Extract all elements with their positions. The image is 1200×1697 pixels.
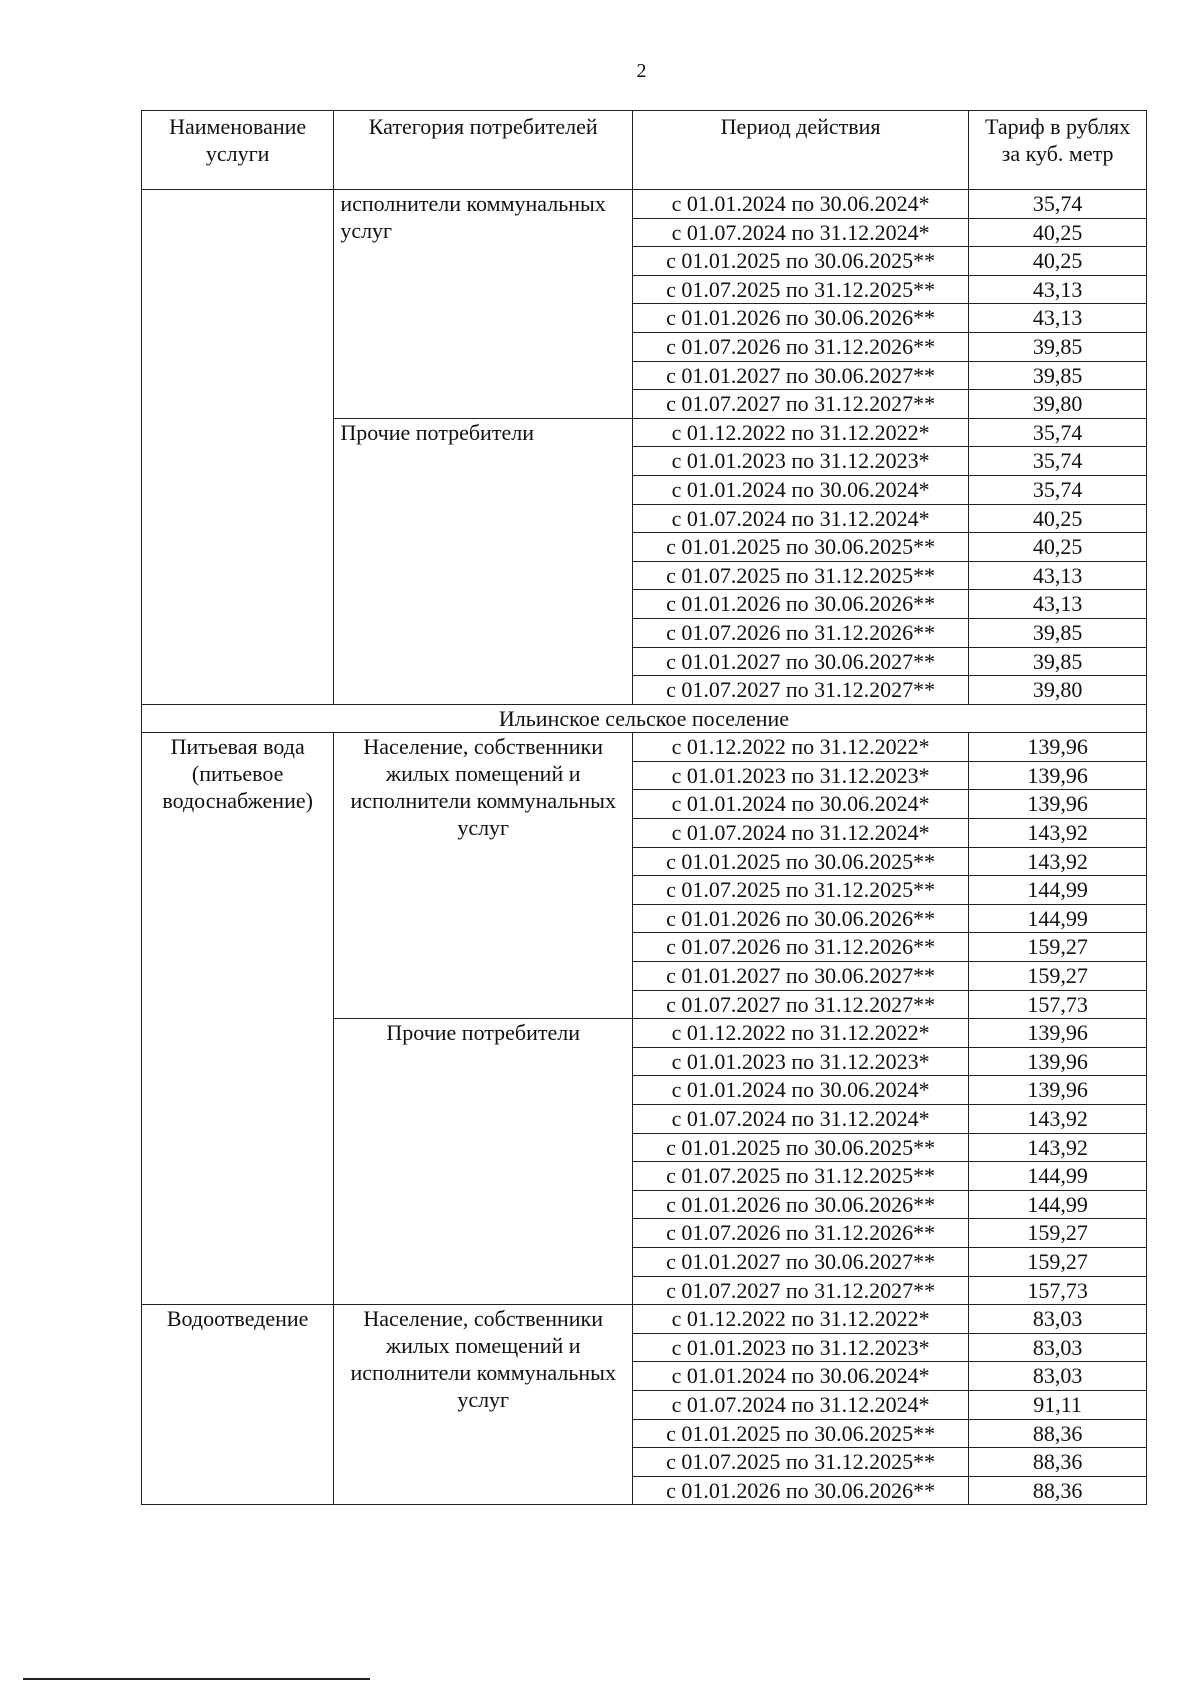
tariff-cell: 144,99 bbox=[969, 876, 1147, 905]
period-cell: с 01.12.2022 по 31.12.2022* bbox=[633, 1305, 969, 1334]
tariff-cell: 39,85 bbox=[969, 332, 1147, 361]
tariff-cell: 39,85 bbox=[969, 361, 1147, 390]
period-cell: с 01.01.2025 по 30.06.2025** bbox=[633, 247, 969, 276]
period-cell: с 01.07.2026 по 31.12.2026** bbox=[633, 332, 969, 361]
tariff-cell: 39,85 bbox=[969, 618, 1147, 647]
period-cell: с 01.07.2024 по 31.12.2024* bbox=[633, 504, 969, 533]
section-row bbox=[142, 704, 1147, 733]
tariff-cell: 88,36 bbox=[969, 1419, 1147, 1448]
tariff-cell: 144,99 bbox=[969, 1190, 1147, 1219]
tariff-cell: 91,11 bbox=[969, 1390, 1147, 1419]
table-row bbox=[142, 1305, 1147, 1334]
period-cell: с 01.01.2026 по 30.06.2026** bbox=[633, 304, 969, 333]
tariff-cell: 144,99 bbox=[969, 1162, 1147, 1191]
period-cell: с 01.01.2027 по 30.06.2027** bbox=[633, 361, 969, 390]
period-cell: с 01.01.2025 по 30.06.2025** bbox=[633, 1133, 969, 1162]
period-cell: с 01.01.2023 по 31.12.2023* bbox=[633, 1047, 969, 1076]
period-cell: с 01.07.2026 по 31.12.2026** bbox=[633, 933, 969, 962]
consumer-category-cell: исполнители коммунальных услуг bbox=[334, 190, 633, 419]
tariff-cell: 40,25 bbox=[969, 504, 1147, 533]
tariff-cell: 43,13 bbox=[969, 275, 1147, 304]
tariff-cell: 83,03 bbox=[969, 1333, 1147, 1362]
tariff-cell: 40,25 bbox=[969, 218, 1147, 247]
period-cell: с 01.07.2025 по 31.12.2025** bbox=[633, 1448, 969, 1477]
period-cell: с 01.07.2024 по 31.12.2024* bbox=[633, 1105, 969, 1134]
tariff-cell: 157,73 bbox=[969, 990, 1147, 1019]
header-period: Период действия bbox=[633, 111, 969, 190]
tariff-cell: 143,92 bbox=[969, 847, 1147, 876]
tariff-cell: 139,96 bbox=[969, 1019, 1147, 1048]
tariff-cell: 139,96 bbox=[969, 1047, 1147, 1076]
period-cell: с 01.07.2025 по 31.12.2025** bbox=[633, 561, 969, 590]
tariff-cell: 143,92 bbox=[969, 1133, 1147, 1162]
tariff-cell: 35,74 bbox=[969, 475, 1147, 504]
tariff-cell: 39,80 bbox=[969, 390, 1147, 419]
period-cell: с 01.01.2024 по 30.06.2024* bbox=[633, 790, 969, 819]
period-cell: с 01.01.2023 по 31.12.2023* bbox=[633, 761, 969, 790]
consumer-category-cell: Население, собственники жилых помещений и исполнители коммунальных услуг bbox=[334, 733, 633, 1019]
period-cell: с 01.07.2026 по 31.12.2026** bbox=[633, 618, 969, 647]
tariff-cell: 159,27 bbox=[969, 962, 1147, 991]
table-header-row bbox=[142, 111, 1147, 190]
period-cell: с 01.01.2027 по 30.06.2027** bbox=[633, 1247, 969, 1276]
tariff-cell: 83,03 bbox=[969, 1362, 1147, 1391]
tariff-cell: 139,96 bbox=[969, 1076, 1147, 1105]
period-cell: с 01.07.2025 по 31.12.2025** bbox=[633, 275, 969, 304]
tariff-cell: 40,25 bbox=[969, 247, 1147, 276]
period-cell: с 01.01.2024 по 30.06.2024* bbox=[633, 475, 969, 504]
period-cell: с 01.12.2022 по 31.12.2022* bbox=[633, 733, 969, 762]
table-body bbox=[142, 190, 1147, 1505]
service-name-cell bbox=[142, 190, 334, 705]
period-cell: с 01.07.2024 по 31.12.2024* bbox=[633, 819, 969, 848]
tariff-cell: 159,27 bbox=[969, 1219, 1147, 1248]
period-cell: с 01.07.2024 по 31.12.2024* bbox=[633, 218, 969, 247]
header-category: Категория потребителей bbox=[334, 111, 633, 190]
period-cell: с 01.01.2023 по 31.12.2023* bbox=[633, 1333, 969, 1362]
tariff-cell: 43,13 bbox=[969, 304, 1147, 333]
tariff-cell: 144,99 bbox=[969, 904, 1147, 933]
period-cell: с 01.07.2027 по 31.12.2027** bbox=[633, 1276, 969, 1305]
tariff-cell: 39,80 bbox=[969, 676, 1147, 705]
header-tariff: Тариф в рублях за куб. метр bbox=[969, 111, 1147, 190]
period-cell: с 01.01.2027 по 30.06.2027** bbox=[633, 962, 969, 991]
period-cell: с 01.01.2023 по 31.12.2023* bbox=[633, 447, 969, 476]
tariff-cell: 159,27 bbox=[969, 1247, 1147, 1276]
period-cell: с 01.12.2022 по 31.12.2022* bbox=[633, 418, 969, 447]
tariff-table bbox=[141, 110, 1147, 1505]
period-cell: с 01.01.2026 по 30.06.2026** bbox=[633, 590, 969, 619]
period-cell: с 01.01.2024 по 30.06.2024* bbox=[633, 190, 969, 219]
service-name-cell: Водоотведение bbox=[142, 1305, 334, 1505]
period-cell: с 01.07.2024 по 31.12.2024* bbox=[633, 1390, 969, 1419]
tariff-cell: 159,27 bbox=[969, 933, 1147, 962]
period-cell: с 01.07.2025 по 31.12.2025** bbox=[633, 876, 969, 905]
period-cell: с 01.01.2026 по 30.06.2026** bbox=[633, 1476, 969, 1505]
section-title: Ильинское сельское поселение bbox=[142, 704, 1147, 733]
tariff-cell: 35,74 bbox=[969, 447, 1147, 476]
period-cell: с 01.07.2027 по 31.12.2027** bbox=[633, 990, 969, 1019]
tariff-cell: 139,96 bbox=[969, 790, 1147, 819]
tariff-cell: 43,13 bbox=[969, 590, 1147, 619]
tariff-cell: 139,96 bbox=[969, 761, 1147, 790]
tariff-cell: 40,25 bbox=[969, 533, 1147, 562]
tariff-cell: 157,73 bbox=[969, 1276, 1147, 1305]
period-cell: с 01.01.2025 по 30.06.2025** bbox=[633, 533, 969, 562]
tariff-cell: 39,85 bbox=[969, 647, 1147, 676]
footnote-divider bbox=[23, 1678, 370, 1680]
period-cell: с 01.07.2027 по 31.12.2027** bbox=[633, 676, 969, 705]
consumer-category-cell: Прочие потребители bbox=[334, 418, 633, 704]
tariff-cell: 35,74 bbox=[969, 190, 1147, 219]
period-cell: с 01.01.2024 по 30.06.2024* bbox=[633, 1076, 969, 1105]
period-cell: с 01.01.2026 по 30.06.2026** bbox=[633, 904, 969, 933]
tariff-cell: 88,36 bbox=[969, 1476, 1147, 1505]
tariff-cell: 143,92 bbox=[969, 1105, 1147, 1134]
period-cell: с 01.07.2026 по 31.12.2026** bbox=[633, 1219, 969, 1248]
period-cell: с 01.07.2025 по 31.12.2025** bbox=[633, 1162, 969, 1191]
period-cell: с 01.12.2022 по 31.12.2022* bbox=[633, 1019, 969, 1048]
tariff-cell: 35,74 bbox=[969, 418, 1147, 447]
period-cell: с 01.01.2024 по 30.06.2024* bbox=[633, 1362, 969, 1391]
header-service: Наименование услуги bbox=[142, 111, 334, 190]
tariff-cell: 139,96 bbox=[969, 733, 1147, 762]
consumer-category-cell: Прочие потребители bbox=[334, 1019, 633, 1305]
tariff-cell: 143,92 bbox=[969, 819, 1147, 848]
period-cell: с 01.01.2025 по 30.06.2025** bbox=[633, 847, 969, 876]
consumer-category-cell: Население, собственники жилых помещений и исполнители коммунальных услуг bbox=[334, 1305, 633, 1505]
period-cell: с 01.01.2025 по 30.06.2025** bbox=[633, 1419, 969, 1448]
tariff-cell: 88,36 bbox=[969, 1448, 1147, 1477]
service-name-cell: Питьевая вода (питьевое водоснабжение) bbox=[142, 733, 334, 1305]
page-number: 2 bbox=[636, 60, 647, 82]
table-row bbox=[142, 733, 1147, 762]
table-row bbox=[142, 190, 1147, 219]
period-cell: с 01.01.2026 по 30.06.2026** bbox=[633, 1190, 969, 1219]
period-cell: с 01.01.2027 по 30.06.2027** bbox=[633, 647, 969, 676]
tariff-cell: 83,03 bbox=[969, 1305, 1147, 1334]
tariff-cell: 43,13 bbox=[969, 561, 1147, 590]
period-cell: с 01.07.2027 по 31.12.2027** bbox=[633, 390, 969, 419]
